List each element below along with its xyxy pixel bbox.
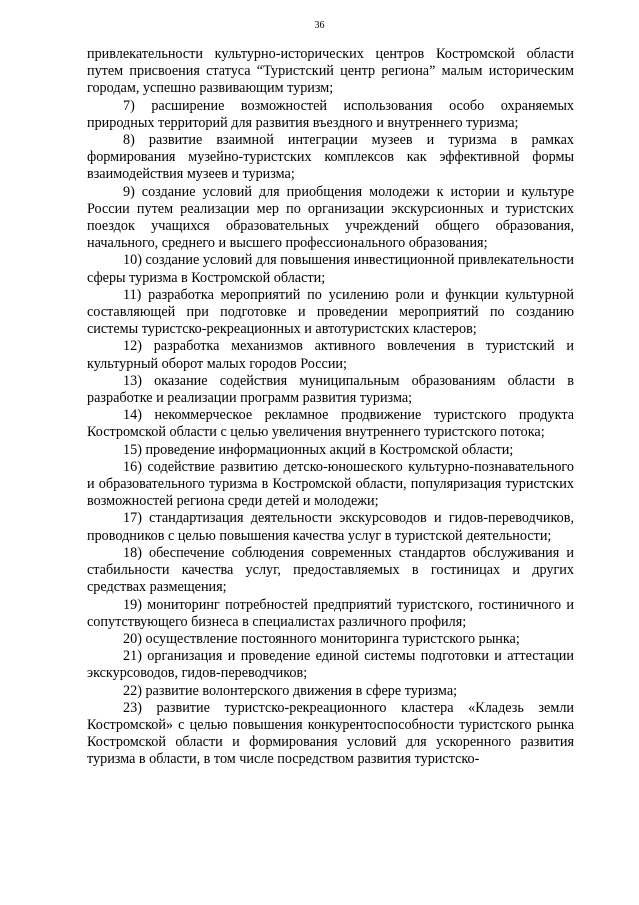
paragraph: 11) разработка мероприятий по усилению роли и функции культурной составляющей при подготовке и проведении мероприятий по созданию системы туристско-рекреационных и автотуристских кластеров;	[87, 286, 574, 338]
body-text	[87, 46, 574, 769]
paragraph: привлекательности культурно-исторических центров Костромской области путем присвоения статуса “Туристский центр региона” малым историческим городам, успешно развивающим туризм;	[87, 46, 574, 97]
paragraph: 21) организация и проведение единой системы подготовки и аттестации экскурсоводов, гидов-переводчиков;	[87, 648, 574, 682]
page-number: 36	[314, 20, 325, 31]
paragraph: 18) обеспечение соблюдения современных стандартов обслуживания и стабильности качества услуг, предоставляемых в гостиницах и других средствах размещения;	[87, 544, 574, 596]
paragraph: 15) проведение информационных акций в Костромской области;	[123, 441, 514, 458]
paragraph: 17) стандартизация деятельности экскурсоводов и гидов-переводчиков, проводников с целью повышения качества услуг в туристской деятельности;	[87, 510, 574, 544]
paragraph: 22) развитие волонтерского движения в сфере туризма;	[123, 682, 458, 699]
paragraph: 10) создание условий для повышения инвестиционной привлекательности сферы туризма в Костромской области;	[87, 252, 574, 286]
paragraph: 19) мониторинг потребностей предприятий туристского, гостиничного и сопутствующего бизнеса в специалистах различного профиля;	[87, 596, 574, 630]
paragraph: 14) некоммерческое рекламное продвижение туристского продукта Костромской области с целью увеличения внутреннего туристского потока;	[87, 407, 574, 441]
paragraph: 8) развитие взаимной интеграции музеев и туризма в рамках формирования музейно-туристских комплексов как эффективной формы взаимодействия музеев и туризма;	[87, 132, 574, 183]
paragraph: 20) осуществление постоянного мониторинга туристского рынка;	[123, 630, 520, 647]
paragraph: 23) развитие туристско-рекреационного кластера «Кладезь земли Костромской» с целью повышения конкурентоспособности туристского рынка Костромской области и формирования условий для ускоренного развития туризма в области, в том числе посредством развития туристско-	[87, 699, 574, 768]
paragraph: 16) содействие развитию детско-юношеского культурно-познавательного и образовательного туризма в Костромской области, популяризация туристских возможностей региона среди детей и молодежи;	[87, 458, 574, 510]
paragraph: 13) оказание содействия муниципальным образованиям области в разработке и реализации программ развития туризма;	[87, 372, 574, 407]
paragraph: 9) создание условий для приобщения молодежи к истории и культуре России путем реализации мер по организации экскурсионных и туристских поездок учащихся образовательных учреждений общего образования, начального, среднего и высшего профессионального образования;	[87, 183, 574, 252]
paragraph: 12) разработка механизмов активного вовлечения в туристский и культурный оборот малых городов России;	[87, 338, 574, 372]
paragraph: 7) расширение возможностей использования особо охраняемых природных территорий для развития въездного и внутреннего туризма;	[87, 97, 574, 131]
